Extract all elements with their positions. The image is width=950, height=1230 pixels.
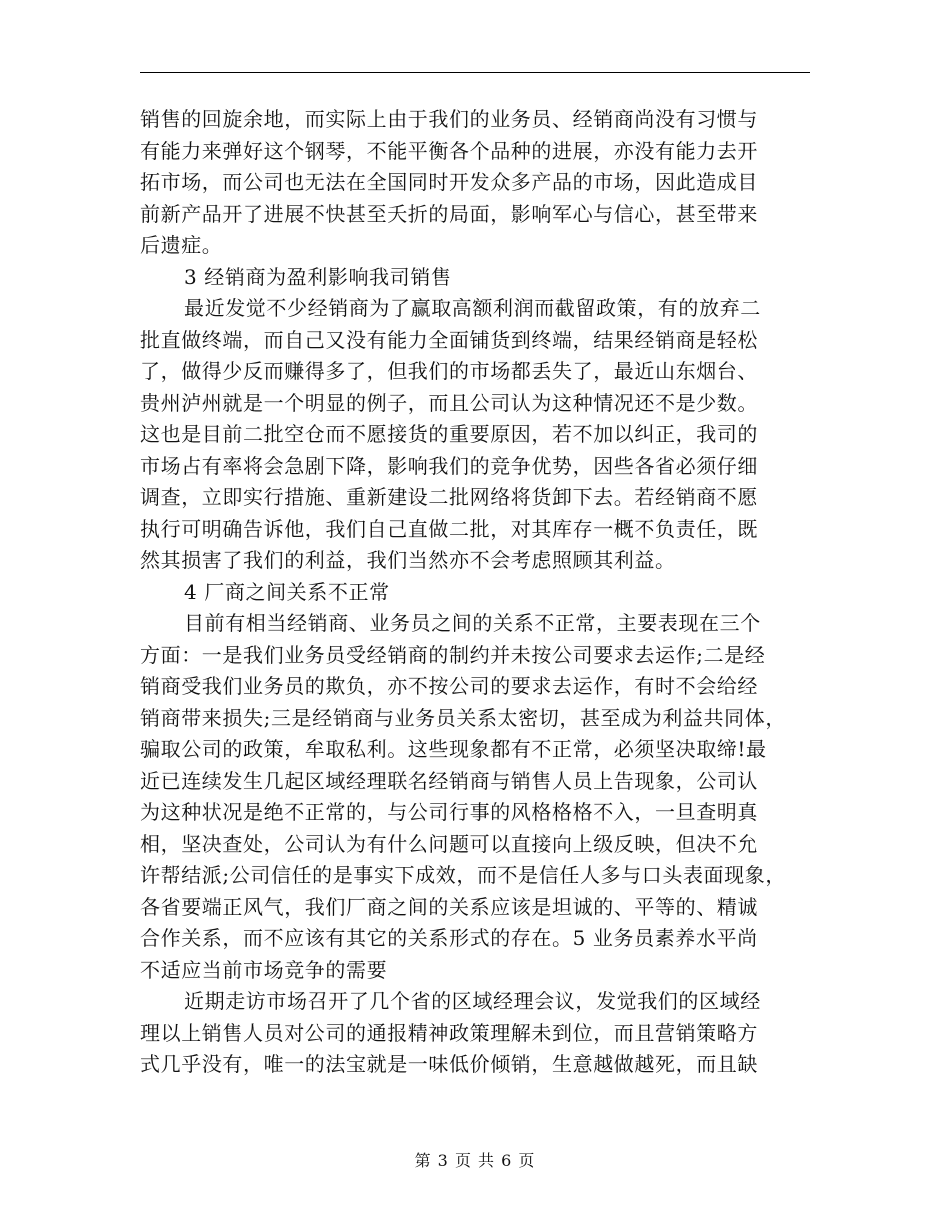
- page-number: 第 3 页 共 6 页: [414, 1151, 536, 1170]
- text-line: 后遗症。: [140, 233, 223, 257]
- text-line: 方面：一是我们业务员受经销商的制约并未按公司要求去运作;二是经: [140, 642, 766, 667]
- text-line: 调查，立即实行措施、重新建设二批网络将货卸下去。若经销商不愿: [140, 485, 758, 509]
- text-line: 近已连续发生几起区域经理联名经销商与销售人员上告现象，公司认: [140, 768, 758, 793]
- text-line: 理以上销售人员对公司的通报精神政策理解未到位，而且营销策略方: [140, 1020, 758, 1045]
- text-line: 有能力来弹好这个钢琴，不能平衡各个品种的进展，亦没有能力去开: [140, 138, 758, 163]
- text-line: 骗取公司的政策，牟取私利。这些现象都有不正常，必须坚决取缔!最: [140, 737, 767, 761]
- paragraph-start: 目前有相当经销商、业务员之间的关系不正常，主要表现在三个: [184, 611, 761, 635]
- paragraph-start: 最近发觉不少经销商为了赢取高额利润而截留政策，有的放弃二: [184, 296, 761, 320]
- text-line: 不适应当前市场竞争的需要: [140, 957, 388, 982]
- text-line: 许帮结派;公司信任的是事实下成效，而不是信任人多与口头表面现象，: [140, 863, 786, 887]
- section-heading-3: 3 经销商为盈利影响我司销售: [184, 264, 452, 289]
- text-line: 市场占有率将会急剧下降，影响我们的竞争优势，因些各省必须仔细: [140, 453, 758, 478]
- text-line: 各省要端正风气，我们厂商之间的关系应该是坦诚的、平等的、精诚: [140, 894, 758, 919]
- text-line: 这也是目前二批空仓而不愿接货的重要原因，若不加以纠正，我司的: [140, 422, 758, 446]
- text-line: 了，做得少反而赚得多了，但我们的市场都丢失了，最近山东烟台、: [140, 359, 758, 383]
- paragraph-start: 近期走访市场召开了几个省的区域经理会议，发觉我们的区域经: [184, 989, 761, 1013]
- text-line: 相，坚决查处，公司认为有什么问题可以直接向上级反映，但决不允: [140, 831, 758, 856]
- text-line: 然其损害了我们的利益，我们当然亦不会考虑照顾其利益。: [140, 548, 676, 572]
- text-line: 合作关系，而不应该有其它的关系形式的存在。5 业务员素养水平尚: [140, 926, 758, 950]
- header-rule: [140, 72, 810, 73]
- text-line: 销商带来损失;三是经销商与业务员关系太密切，甚至成为利益共同体，: [140, 705, 786, 730]
- text-line: 贵州泸州就是一个明显的例子，而且公司认为这种情况还不是少数。: [140, 390, 758, 415]
- text-line: 销售的回旋余地，而实际上由于我们的业务员、经销商尚没有习惯与: [140, 107, 758, 131]
- text-line: 式几乎没有，唯一的法宝就是一味低价倾销，生意越做越死，而且缺: [140, 1052, 758, 1076]
- text-line: 前新产品开了进展不快甚至夭折的局面，影响军心与信心，甚至带来: [140, 201, 758, 226]
- text-line: 为这种状况是绝不正常的，与公司行事的风格格格不入，一旦查明真: [140, 800, 758, 824]
- text-line: 执行可明确告诉他，我们自己直做二批，对其库存一概不负责任，既: [140, 516, 758, 541]
- text-line: 批直做终端，而自己又没有能力全面铺货到终端，结果经销商是轻松: [140, 327, 758, 352]
- section-heading-4: 4 厂商之间关系不正常: [184, 579, 390, 604]
- text-line: 拓市场，而公司也无法在全国同时开发众多产品的市场，因此造成目: [140, 170, 758, 194]
- body-text: [140, 104, 820, 1081]
- text-line: 销商受我们业务员的欺负，亦不按公司的要求去运作，有时不会给经: [140, 674, 758, 698]
